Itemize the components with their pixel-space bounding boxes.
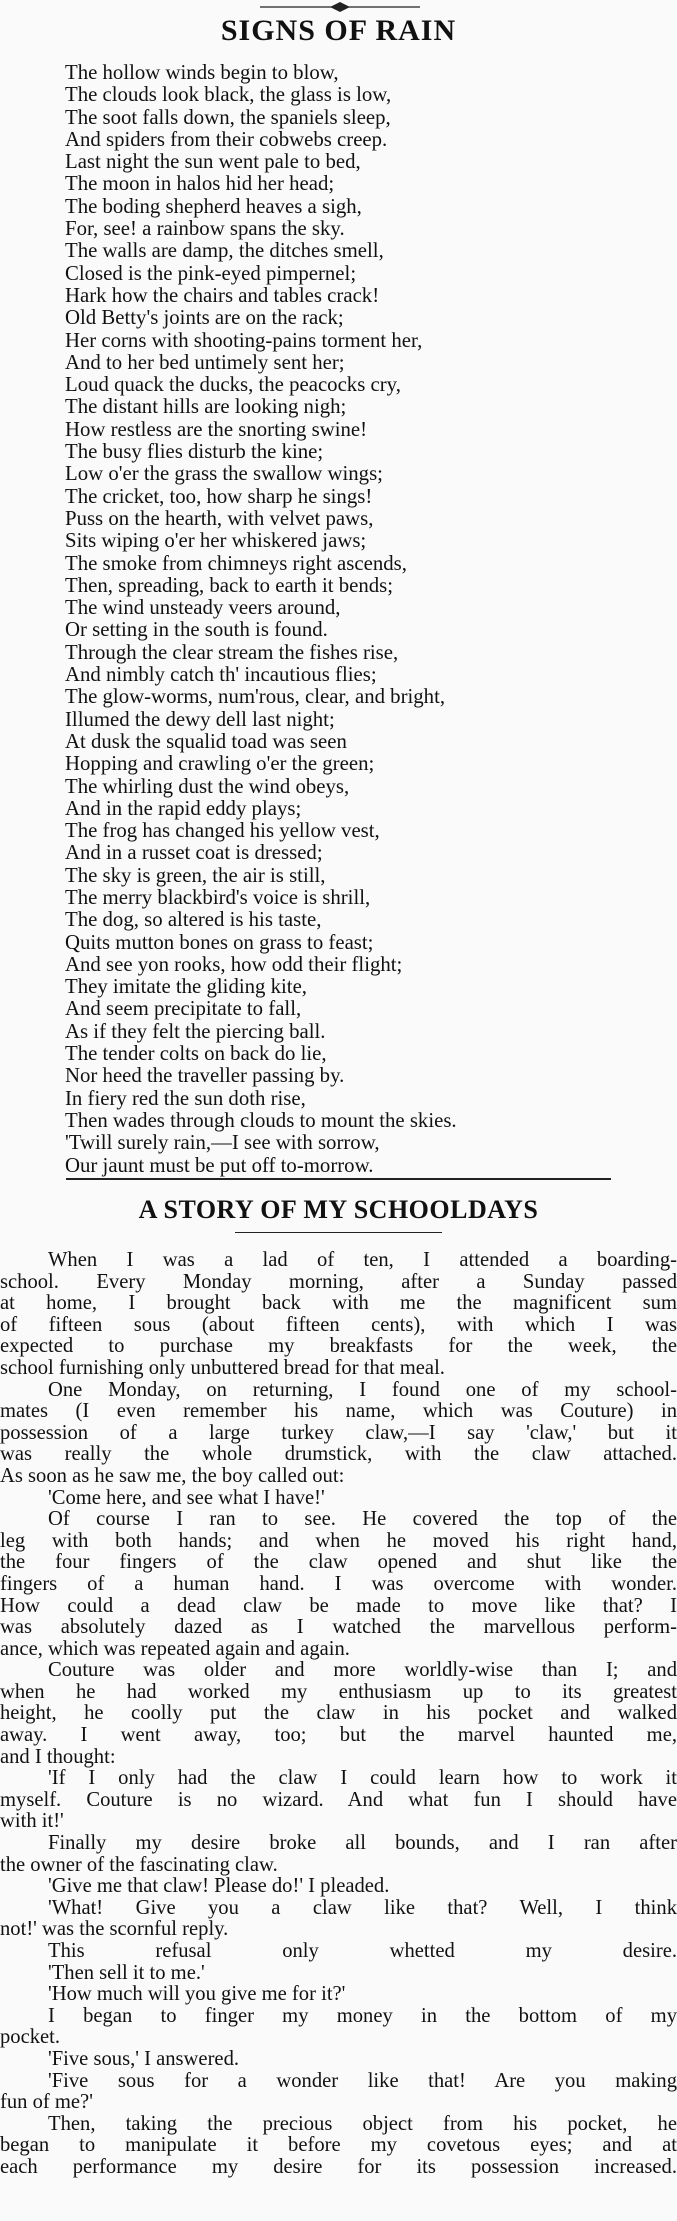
poem-line: Closed is the pink-eyed pimpernel; [65,261,357,285]
poem-line: The walls are damp, the ditches smell, [65,239,384,263]
story-line: When I was a lad of ten, I attended a boarding- [48,1250,677,1271]
story-line: Of course I ran to see. He covered the top of the [48,1509,677,1531]
story-line: Couture was older and more worldly-wise than I; and [48,1660,677,1682]
story-line: 'If I only had the claw I could learn how to work it [48,1768,677,1790]
poem-line: And to her bed untimely sent her; [65,350,345,374]
poem-body [65,62,665,1177]
poem-line: And in the rapid eddy plays; [65,796,302,820]
poem-line: The wind unsteady veers around, [65,596,341,620]
story-line: Then, taking the precious object from his pocket, he [48,2113,677,2135]
poem-line: Loud quack the ducks, the peacocks cry, [65,373,401,397]
poem-line: The merry blackbird's voice is shrill, [65,885,371,909]
story-line: fun of me?' [0,2092,93,2114]
story-line: 'How much will you give me for it?' [48,1984,346,2006]
story-line: possession of a large turkey claw,—I say 'claw,' but it [0,1422,677,1444]
story-line: fingers of a human hand. I was overcome with wonder. [0,1573,677,1595]
story-line: 'What! Give you a claw like that? Well, I think [48,1897,677,1919]
poem-line: Her corns with shooting-pains torment her, [65,328,423,352]
poem-line: Illumed the dewy dell last night; [65,707,335,731]
story-line: when he had worked my enthusiasm up to its greatest [0,1681,677,1703]
story-line: Finally my desire broke all bounds, and I ran after [48,1833,677,1855]
poem-line: The soot falls down, the spaniels sleep, [65,105,391,129]
story-line: began to manipulate it before my covetous eyes; and at [0,2135,677,2157]
story-line: leg with both hands; and when he moved his right hand, [0,1530,677,1552]
story-line: I began to finger my money in the bottom of my [48,2005,677,2027]
poem-line: Or setting in the south is found. [65,618,328,642]
story-line: and I thought: [0,1746,116,1768]
poem-line: Our jaunt must be put off to-morrow. [65,1153,374,1177]
story-line: at home, I brought back with me the magnificent sum [0,1293,677,1315]
poem-line: The distant hills are looking nigh; [65,395,347,419]
poem-line: The whirling dust the wind obeys, [65,774,350,798]
poem-line: Last night the sun went pale to bed, [65,150,361,174]
poem-line: The moon in halos hid her head; [65,172,335,196]
poem-line: 'Twill surely rain,—I see with sorrow, [65,1131,380,1155]
story-line: the owner of the fascinating claw. [0,1854,278,1876]
poem-line: The busy flies disturb the kine; [65,440,324,464]
poem-line: The hollow winds begin to blow, [65,61,339,84]
story-line: One Monday, on returning, I found one of my school- [48,1379,677,1401]
story-line: pocket. [0,2027,61,2049]
story-body [0,1250,677,2179]
story-line: with it!' [0,1811,64,1833]
poem-line: And spiders from their cobwebs creep. [65,127,388,151]
poem-line: And in a russet coat is dressed; [65,841,323,865]
poem-line: Then wades through clouds to mount the skies. [65,1108,457,1132]
title-ornament [240,2,440,12]
poem-line: Nor heed the traveller passing by. [65,1064,345,1088]
story-line: of fifteen sous (about fifteen cents), with which I was [0,1314,677,1336]
poem-line: For, see! a rainbow spans the sky. [65,217,345,241]
poem-line: The glow-worms, num'rous, clear, and bright, [65,685,446,709]
story-line: How could a dead claw be made to move like that? I [0,1595,677,1617]
poem-line: And seem precipitate to fall, [65,997,302,1021]
poem-line: The tender colts on back do lie, [65,1042,327,1066]
poem-line: Low o'er the grass the swallow wings; [65,462,383,486]
story-line: This refusal only whetted my desire. [48,1941,677,1962]
story-line: away. I went away, too; but the marvel haunted me, [0,1725,677,1747]
story-line: ance, which was repeated again and again. [0,1638,350,1660]
story-line: 'Then sell it to me.' [48,1962,205,1984]
story-line: 'Five sous,' I answered. [48,2048,240,2070]
story-line: each performance my desire for its possession increased. [0,2156,677,2178]
story-line: 'Give me that claw! Please do!' I pleaded. [48,1876,390,1898]
title-underline [235,1232,442,1233]
poem-line: The smoke from chimneys right ascends, [65,551,407,575]
poem-line: They imitate the gliding kite, [65,975,307,999]
story-line: school furnishing only unbuttered bread for that meal. [0,1357,445,1379]
poem-line: Puss on the hearth, with velvet paws, [65,506,374,530]
story-line: was absolutely dazed as I watched the marvellous perform- [0,1617,677,1639]
story-line: myself. Couture is no wizard. And what fun I should have [0,1789,677,1811]
story-line: height, he coolly put the claw in his pocket and walked [0,1703,677,1725]
poem-line: Then, spreading, back to earth it bends; [65,573,394,597]
story-line: not!' was the scornful reply. [0,1919,229,1941]
poem-line: The frog has changed his yellow vest, [65,819,380,843]
story-line: was really the whole drumstick, with the claw attached. [0,1444,677,1466]
story-line: mates (I even remember his name, which was Couture) in [0,1401,677,1423]
story-line: As soon as he saw me, the boy called out: [0,1465,345,1487]
section-divider [66,1178,611,1180]
poem-line: At dusk the squalid toad was seen [65,729,347,753]
poem-line: Hark how the chairs and tables crack! [65,283,380,307]
poem-line: The boding shepherd heaves a sigh, [65,194,362,218]
story-line: 'Five sous for a wonder like that! Are you making [48,2070,677,2092]
poem-line: And nimbly catch th' incautious flies; [65,663,377,687]
poem-line: How restless are the snorting swine! [65,417,368,441]
story-title: A STORY OF MY SCHOOLDAYS [138,1195,539,1224]
poem-line: As if they felt the piercing ball. [65,1019,326,1043]
poem-title: SIGNS OF RAIN [220,14,457,47]
story-line: expected to purchase my breakfasts for the week, the [0,1336,677,1358]
poem-line: Old Betty's joints are on the rack; [65,306,344,330]
poem-line: In fiery red the sun doth rise, [65,1086,306,1110]
poem-line: The sky is green, the air is still, [65,863,326,887]
poem-line: Hopping and crawling o'er the green; [65,752,375,776]
poem-line: The clouds look black, the glass is low, [65,83,392,107]
poem-line: Through the clear stream the fishes rise, [65,640,399,664]
story-line: school. Every Monday morning, after a Sunday passed [0,1271,677,1293]
poem-line: Sits wiping o'er her whiskered jaws; [65,529,367,553]
story-line: 'Come here, and see what I have!' [48,1487,325,1509]
poem-line: Quits mutton bones on grass to feast; [65,930,374,954]
poem-line: The cricket, too, how sharp he sings! [65,484,373,508]
poem-line: The dog, so altered is his taste, [65,908,322,932]
story-line: the four fingers of the claw opened and shut like the [0,1552,677,1574]
poem-line: And see yon rooks, how odd their flight; [65,952,403,976]
